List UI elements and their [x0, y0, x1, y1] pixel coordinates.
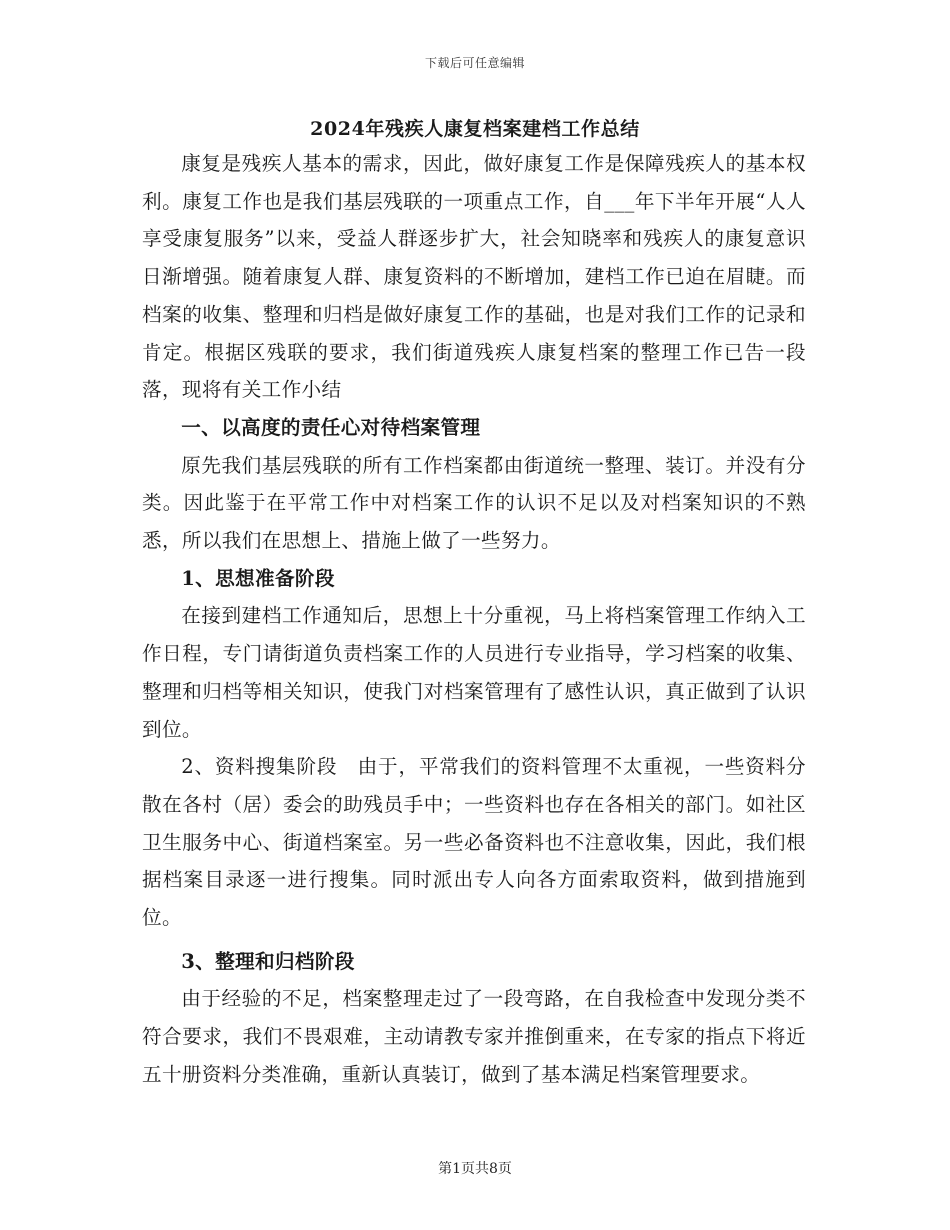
- page-number: 第1页共8页: [438, 1161, 512, 1177]
- subsection-heading-3: 3、整理和归档阶段: [181, 949, 355, 973]
- document-body: [142, 145, 806, 1094]
- intro-paragraph: 康复是残疾人基本的需求，因此，做好康复工作是保障残疾人的基本权利。康复工作也是我们基层残联的一项重点工作，自___年下半年开展“人人享受康复服务”以来，受益人群逐步扩大，社会知晓率和残疾人的康复意识日渐增强。随着康复人群、康复资料的不断增加，建档工作已迫在眉睫。而档案的收集、整理和归档是做好康复工作的基础，也是对我们工作的记录和肯定。根据区残联的要求，我们街道残疾人康复档案的整理工作已告一段落，现将有关工作小结: [142, 152, 806, 402]
- subsection-heading-1: 1、思想准备阶段: [181, 566, 335, 590]
- document-title: 2024年残疾人康复档案建档工作总结: [310, 118, 640, 140]
- subsection-3-paragraph: 由于经验的不足，档案整理走过了一段弯路，在自我检查中发现分类不符合要求，我们不畏艰难，主动请教专家并推倒重来，在专家的指点下将近五十册资料分类准确，重新认真装订，做到了基本满足档案管理要求。: [142, 987, 806, 1086]
- section-1-paragraph: 原先我们基层残联的所有工作档案都由街道统一整理、装订。并没有分类。因此鉴于在平常工作中对档案工作的认识不足以及对档案知识的不熟悉，所以我们在思想上、措施上做了一些努力。: [142, 453, 806, 553]
- section-heading-1: 一、以高度的责任心对待档案管理: [181, 415, 481, 439]
- subsection-2-paragraph: 2、资料搜集阶段 由于，平常我们的资料管理不太重视，一些资料分散在各村（居）委会的助残员手中；一些资料也存在各相关的部门。如社区卫生服务中心、街道档案室。另一些必备资料也不注意收集，因此，我们根据档案目录逐一进行搜集。同时派出专人向各方面索取资料，做到措施到位。: [142, 755, 806, 930]
- header-note: 下载后可任意编辑: [424, 56, 525, 70]
- subsection-1-paragraph: 在接到建档工作通知后，思想上十分重视，马上将档案管理工作纳入工作日程，专门请街道负责档案工作的人员进行专业指导，学习档案的收集、整理和归档等相关知识，使我门对档案管理有了感性认识，真正做到了认识到位。: [142, 604, 806, 741]
